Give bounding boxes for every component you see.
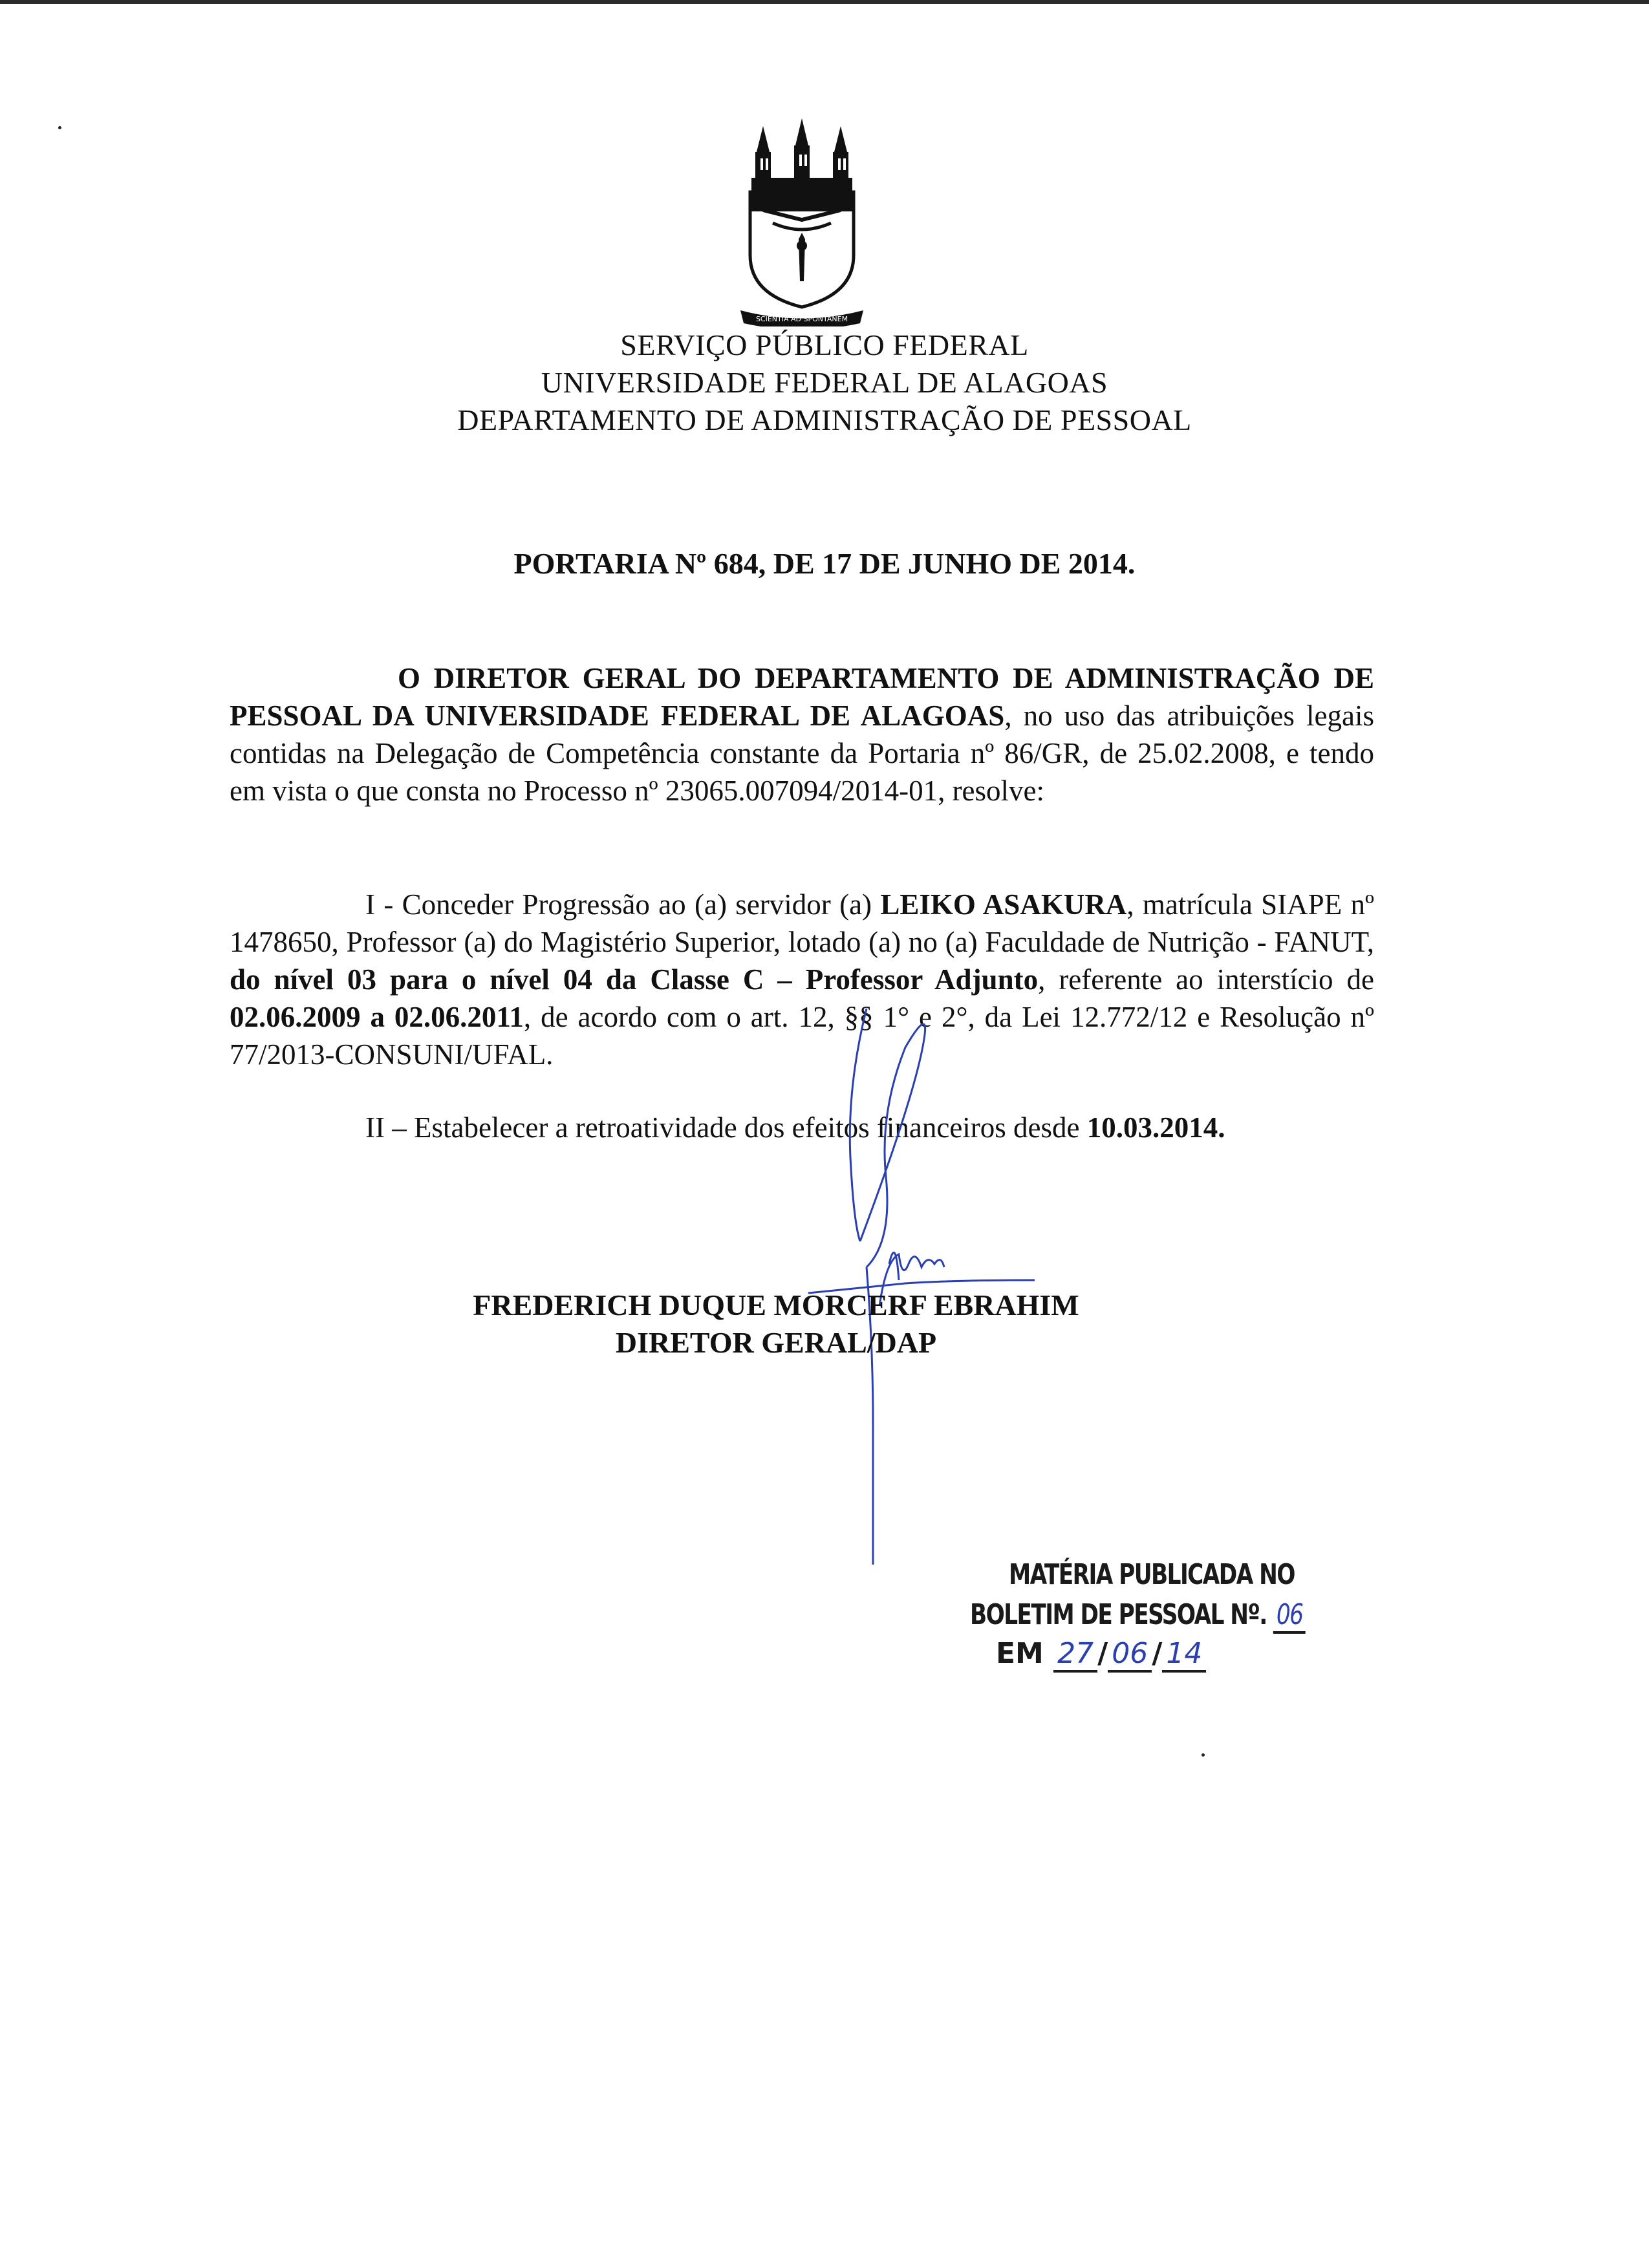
stamp-line-3 <box>996 1637 1206 1673</box>
intro-bold-lead: O DIRETOR GERAL DO DEPARTAMENTO DE ADMINISTRAÇÃO DE PESSOAL DA UNIVERSIDADE FEDERAL DE ALAGOAS <box>230 662 1374 732</box>
letterhead <box>0 326 1649 439</box>
item2-text: II – Estabelecer a retroatividade dos efeitos financeiros desde <box>365 1111 1087 1144</box>
stamp-bulletin-number: 06 <box>1276 1598 1303 1631</box>
signer-name: FREDERICH DUQUE MORCERF EBRAHIM <box>473 1289 1079 1321</box>
stamp-line-1: MATÉRIA PUBLICADA NO <box>1009 1558 1295 1591</box>
publication-stamp <box>970 1552 1332 1687</box>
intro-paragraph <box>230 659 1374 809</box>
stamp-separator: / <box>1097 1637 1108 1670</box>
university-crest-logo <box>737 113 867 326</box>
stamp-year: 14 <box>1166 1637 1203 1670</box>
interstice-period: 02.06.2009 a 02.06.2011 <box>230 1001 524 1033</box>
scan-speck <box>1202 1753 1205 1757</box>
page-top-edge <box>0 0 1649 4</box>
signature-block <box>0 1287 1552 1362</box>
item1-text-3: , referente ao interstício de <box>1038 963 1374 996</box>
servant-name: LEIKO ASAKURA <box>880 888 1127 921</box>
item1-text-1: I - Conceder Progressão ao (a) servidor (a) <box>365 888 881 921</box>
stamp-bulletin-label: BOLETIM DE PESSOAL Nº. <box>970 1598 1267 1631</box>
stamp-line-2 <box>970 1598 1306 1634</box>
item1-text-2: , matrícula SIAPE nº 1478650, Professor (a) do Magistério Superior, lotado (a) no (a) Faculdade de Nutrição - FANUT, <box>230 888 1374 958</box>
header-line-1: SERVIÇO PÚBLICO FEDERAL <box>620 328 1029 361</box>
scan-speck <box>58 126 61 129</box>
stamp-day: 27 <box>1057 1637 1094 1670</box>
item1-text-4: , de acordo com o art. 12, §§ 1° e 2°, da Lei 12.772/12 e Resolução nº 77/2013-CONSUNI/UFAL. <box>230 1001 1374 1071</box>
header-line-2: UNIVERSIDADE FEDERAL DE ALAGOAS <box>541 366 1108 399</box>
signer-role: DIRETOR GERAL/DAP <box>615 1326 937 1359</box>
stamp-separator: / <box>1152 1637 1163 1670</box>
portaria-title: PORTARIA Nº 684, DE 17 DE JUNHO DE 2014. <box>513 547 1136 580</box>
intro-text: , no uso das atribuições legais contidas na Delegação de Competência constante da Portaria nº 86/GR, de 25.02.2008, e tendo em vista o que consta no Processo nº 23065.007094/2014-01, resolve: <box>230 700 1374 807</box>
stamp-month: 06 <box>1112 1637 1148 1670</box>
progression-level: do nível 03 para o nível 04 da Classe C – Professor Adjunto <box>230 963 1039 996</box>
retroactive-date: 10.03.2014. <box>1086 1111 1225 1144</box>
stamp-date-label: EM <box>996 1637 1044 1670</box>
crest-motto: SCIENTIA AD SPONTANEM <box>755 315 848 323</box>
header-line-3: DEPARTAMENTO DE ADMINISTRAÇÃO DE PESSOAL <box>457 403 1192 436</box>
